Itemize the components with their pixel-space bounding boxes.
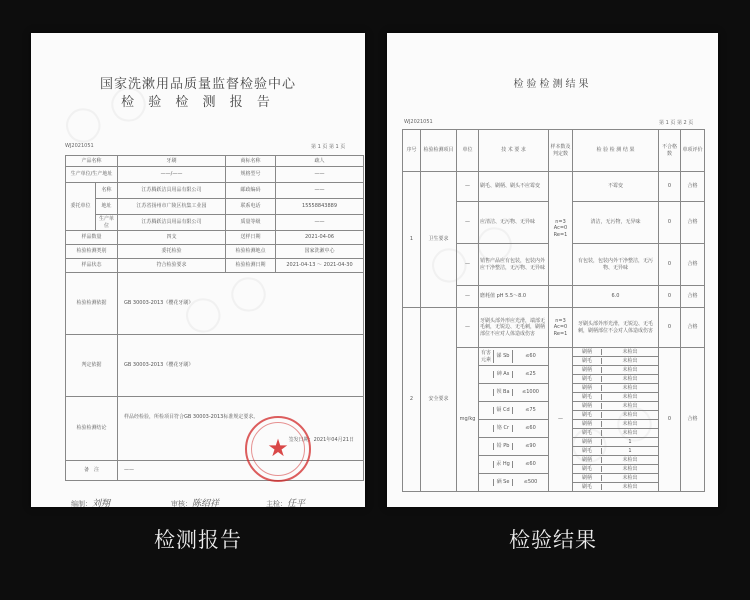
part-label: 刷毛 [573,448,602,454]
group-name: 卫生要求 [421,172,457,308]
report-number: WJ2021051 [65,143,94,149]
heavy-label [479,389,494,395]
part-label: 刷柄 [573,385,602,391]
sample-count-cell: — [549,348,573,492]
sign-date: 签发日期：2021年04月21日 [288,436,355,443]
part-result: 未检出 [622,456,638,463]
element-limit: ≤60 [525,461,536,468]
fail-count-cell: 0 [659,286,681,308]
unit-cell: — [457,308,479,348]
requirement-cell [479,384,549,402]
group-name: 安全要求 [421,308,457,492]
heavy-label [479,425,494,431]
result-cell [573,402,659,411]
requirement-cell: 应清洁、无污物、无异味 [479,202,549,244]
part-label: 刷毛 [573,394,602,400]
requirement-cell [479,456,549,474]
result-cell [573,411,659,420]
result-cell [573,393,659,402]
element-limit: ≤60 [525,425,536,432]
heavy-label [479,461,494,467]
evaluation-cell: 合格 [681,286,705,308]
result-cell [573,375,659,384]
unit-cell: — [457,202,479,244]
result-cell [573,384,659,393]
unit-cell: mg/kg [457,348,479,492]
sample-count-cell: n=3 Ac=0 Re=1 [549,308,573,348]
part-label: 刷柄 [573,421,602,427]
part-label: 刷毛 [573,376,602,382]
element-limit: ≤90 [525,443,536,450]
evaluation-cell: 合格 [681,202,705,244]
result-cell [573,429,659,438]
result-cell: 有包装，包装内外干净整洁，无污物、无异味 [573,244,659,286]
result-cell [573,447,659,456]
report-subtitle: 检 验 检 测 报 告 [121,95,275,110]
part-result: 未检出 [622,384,638,391]
requirement-cell: 销售产品应有包装，包装内外应干净整洁，无污物、无异味 [479,244,549,286]
star-icon: ★ [267,434,289,462]
element-name: 汞 Hg [494,461,513,467]
part-result: 未检出 [622,348,638,355]
part-label: 刷毛 [573,466,602,472]
result-cell [573,474,659,483]
part-result: 未检出 [622,429,638,436]
part-result: 未检出 [622,411,638,418]
result-cell [573,483,659,492]
result-cell: 6.0 [573,286,659,308]
result-cell: 不霉变 [573,172,659,202]
part-label: 刷柄 [573,475,602,481]
part-label: 刷柄 [573,403,602,409]
element-limit: ≤60 [525,353,536,360]
fail-count-cell: 0 [659,172,681,202]
element-name: 砷 As [494,371,513,377]
result-cell [573,348,659,357]
requirement-cell [479,402,549,420]
report-table: 产品名称 牙刷 商标名称 疏人 生产单位/生产地址 ——/—— 规格型号 —— 委托单位 名称 江苏腾跃洁具用品有限公司 邮政编码 —— 地址 江苏省扬州市广陵区杭集工业园 联系电话 15558843889 生产单位 江苏腾跃洁具用品有限公司 质量等级 —— 样品数量 四支 送样日期 2021-04-06 检验检测类别 委托检验 检验检测地点 国家洗漱中心 样品状态 符合检验要求 检验检测日期 2021-04-13 ～ 2021-04-30 检验检测依据 GB 30003-2013《樱花牙刷》 判定依据 GB 30003-2013《樱花牙刷》 检验检测结论 样品经检验，所检项目符合GB 30003-2013标准规定要求。 签发日期：2021年04月21日 备 注 —— [65,155,364,481]
requirement-cell [479,348,549,366]
header-cell: 样本数及判定数 [549,130,573,172]
caption-results: 检验结果 [509,528,597,552]
unit-cell: — [457,244,479,286]
unit-cell: — [457,172,479,202]
heavy-label [479,479,494,485]
element-name: 铅 Pb [494,443,513,449]
result-cell [573,366,659,375]
part-label: 刷柄 [573,457,602,463]
signature-approver: 主检：任平 [266,499,306,509]
element-limit: ≤1000 [522,389,539,396]
conclusion-text: 样品经检验，所检项目符合GB 30003-2013标准规定要求。 [124,414,259,421]
header-cell: 序号 [403,130,421,172]
header-cell: 不合格数 [659,130,681,172]
requirement-cell: 磨耗值 pH 5.5～8.0 [479,286,549,308]
part-result: 未检出 [622,366,638,373]
requirement-cell [479,438,549,456]
part-result: 未检出 [622,420,638,427]
sample-count-cell: n=3 Ac=0 Re=1 [549,172,573,286]
element-limit: ≤500 [523,479,538,486]
results-title: 检验检测结果 [513,79,592,90]
part-label: 刷柄 [573,439,602,445]
inspection-report-page [31,33,365,507]
result-cell [573,438,659,447]
fail-count-cell: 0 [659,308,681,348]
report-title: 国家洗漱用品质量监督检验中心 [99,77,296,92]
header-cell: 检 验 检 测 结 果 [573,130,659,172]
element-limit: ≤75 [525,407,536,414]
evaluation-cell: 合格 [681,244,705,286]
official-seal-stamp [245,416,311,482]
heavy-label [479,407,494,413]
sample-count-cell [549,286,573,308]
evaluation-cell: 合格 [681,172,705,202]
part-label: 刷柄 [573,367,602,373]
caption-report: 检测报告 [154,528,242,552]
result-cell [573,465,659,474]
part-result: 1 [628,447,632,454]
part-label: 刷柄 [573,349,602,355]
results-page: 第 1 页 第 2 页 [659,120,694,126]
heavy-label [479,443,494,449]
signature-reviewer: 审核：陈绍祥 [171,499,220,509]
requirement-cell: 牙刷头部外形应光滑，端部无毛刺，无锐边、无毛刺，刷柄部位不应对人体造成伤害 [479,308,549,348]
unit-cell: — [457,286,479,308]
evaluation-cell: 合格 [681,308,705,348]
requirement-cell [479,366,549,384]
report-page: 第 1 页 第 1 页 [311,144,346,150]
results-header-row [403,130,705,172]
element-name: 铬 Cr [494,425,513,431]
element-name: 锑 Sb [494,350,513,363]
requirement-cell: 刷毛、刷柄、刷头不应霉变 [479,172,549,202]
header-cell: 检验检测项目 [421,130,457,172]
part-label: 刷毛 [573,358,602,364]
part-label: 刷毛 [573,430,602,436]
fail-count-cell: 0 [659,348,681,492]
requirement-cell [479,420,549,438]
part-result: 未检出 [622,474,638,481]
result-cell: 清洁，无污物，无异味 [573,202,659,244]
element-name: 镉 Cd [494,407,513,413]
part-result: 未检出 [622,393,638,400]
element-name: 钡 Ba [494,389,513,395]
result-cell: 牙刷头部外形光滑，无锐边、无毛刺，刷柄部位不会对人体造成伤害 [573,308,659,348]
fail-count-cell: 0 [659,244,681,286]
part-result: 1 [628,438,632,445]
evaluation-cell: 合格 [681,348,705,492]
heavy-label [479,371,494,377]
results-report-number: WJ2021051 [404,119,433,125]
element-limit: ≤25 [525,371,536,378]
heavy-label: 有害元素 [479,350,494,363]
table-row [403,172,705,202]
header-cell: 单项评价 [681,130,705,172]
group-number: 2 [403,308,421,492]
result-cell [573,456,659,465]
part-result: 未检出 [622,465,638,472]
result-cell [573,420,659,429]
part-result: 未检出 [622,402,638,409]
part-result: 未检出 [622,375,638,382]
part-result: 未检出 [622,483,638,490]
part-result: 未检出 [622,357,638,364]
element-name: 硒 Se [494,479,513,485]
results-table [402,129,705,492]
requirement-cell [479,474,549,492]
part-label: 刷毛 [573,412,602,418]
group-number: 1 [403,172,421,308]
part-label: 刷毛 [573,484,602,490]
header-cell: 单位 [457,130,479,172]
header-cell: 技 术 要 求 [479,130,549,172]
signature-writer: 编制：刘翔 [71,499,111,509]
result-cell [573,357,659,366]
test-results-page [387,33,718,507]
table-row [403,308,705,348]
fail-count-cell: 0 [659,202,681,244]
